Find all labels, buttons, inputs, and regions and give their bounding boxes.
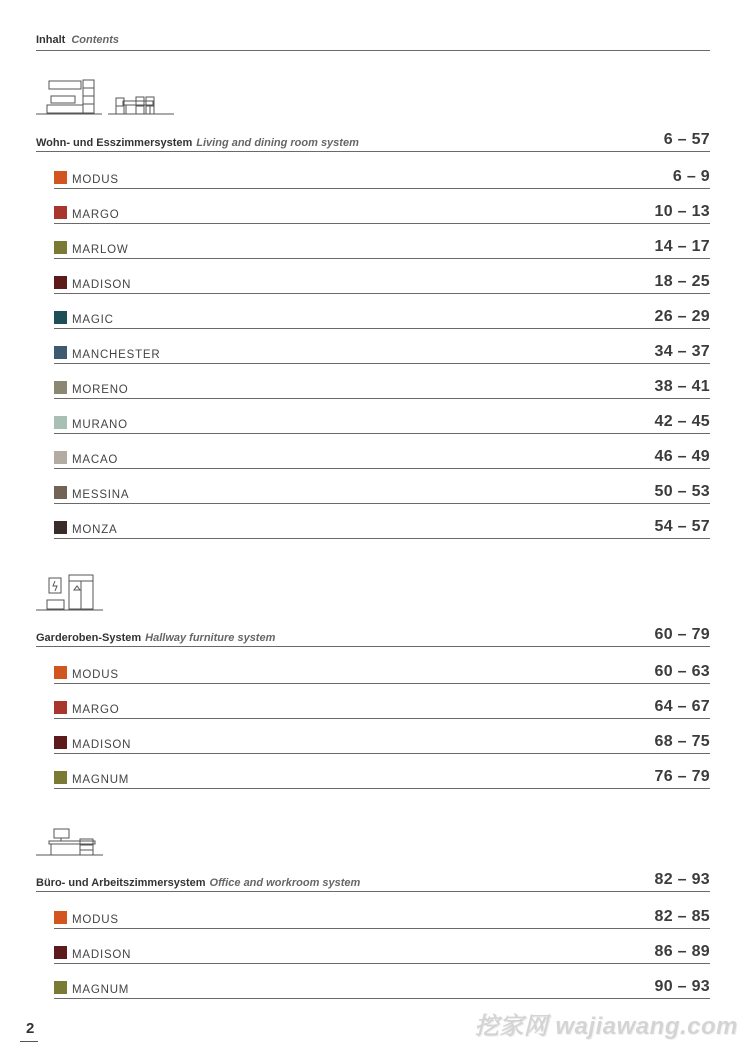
item-label: MAGNUM — [72, 984, 130, 996]
header-title-de: Inhalt — [36, 34, 66, 46]
section-living-dining — [36, 131, 710, 152]
item-pages: 68 – 75 — [654, 733, 710, 750]
item-label: MACAO — [72, 454, 119, 466]
color-swatch — [54, 736, 67, 749]
list-item[interactable] — [54, 939, 710, 964]
color-swatch — [54, 701, 67, 714]
item-label: MODUS — [72, 914, 119, 926]
contents-header — [36, 34, 710, 51]
item-pages: 64 – 67 — [654, 698, 710, 715]
list-item[interactable] — [54, 409, 710, 434]
watermark: 挖家网 wajiawang.com — [474, 1013, 738, 1040]
page-number: 2 — [26, 1020, 35, 1037]
list-item[interactable] — [54, 904, 710, 929]
color-swatch — [54, 486, 67, 499]
item-pages: 10 – 13 — [654, 203, 710, 220]
living-dining-furniture-icon — [36, 78, 176, 116]
item-label: MODUS — [72, 669, 119, 681]
section-title: Garderoben-System Hallway furniture system — [36, 632, 276, 644]
header-title-en: Contents — [71, 34, 120, 46]
item-label: MURANO — [72, 419, 128, 431]
item-pages: 14 – 17 — [654, 238, 710, 255]
section-hallway — [36, 626, 710, 647]
item-pages: 86 – 89 — [654, 943, 710, 960]
hallway-furniture-icon — [36, 574, 106, 612]
item-label: MADISON — [72, 949, 132, 961]
list-item[interactable] — [54, 164, 710, 189]
list-item[interactable] — [54, 479, 710, 504]
office-desk-icon — [36, 828, 106, 858]
item-label: MADISON — [72, 279, 132, 291]
item-pages: 82 – 85 — [654, 908, 710, 925]
page-number-rule — [20, 1041, 38, 1042]
list-item[interactable] — [54, 514, 710, 539]
section-pages: 6 – 57 — [663, 131, 710, 148]
item-label: MORENO — [72, 384, 129, 396]
color-swatch — [54, 206, 67, 219]
color-swatch — [54, 416, 67, 429]
item-pages: 60 – 63 — [654, 663, 710, 680]
list-item[interactable] — [54, 374, 710, 399]
item-label: MADISON — [72, 739, 132, 751]
color-swatch — [54, 521, 67, 534]
item-pages: 46 – 49 — [654, 448, 710, 465]
item-pages: 18 – 25 — [654, 273, 710, 290]
list-item[interactable] — [54, 764, 710, 789]
color-swatch — [54, 276, 67, 289]
item-label: MAGNUM — [72, 774, 130, 786]
color-swatch — [54, 981, 67, 994]
section-pages: 60 – 79 — [654, 626, 710, 643]
list-item[interactable] — [54, 304, 710, 329]
color-swatch — [54, 946, 67, 959]
list-item[interactable] — [54, 974, 710, 999]
item-label: MARGO — [72, 209, 120, 221]
color-swatch — [54, 311, 67, 324]
item-label: MARLOW — [72, 244, 129, 256]
color-swatch — [54, 666, 67, 679]
item-label: MESSINA — [72, 489, 130, 501]
section-title: Wohn- und Esszimmersystem Living and dining room system — [36, 137, 359, 149]
color-swatch — [54, 771, 67, 784]
item-label: MONZA — [72, 524, 118, 536]
item-pages: 26 – 29 — [654, 308, 710, 325]
color-swatch — [54, 241, 67, 254]
list-item[interactable] — [54, 444, 710, 469]
section-pages: 82 – 93 — [654, 871, 710, 888]
item-label: MODUS — [72, 174, 119, 186]
color-swatch — [54, 346, 67, 359]
item-pages: 76 – 79 — [654, 768, 710, 785]
section-office — [36, 871, 710, 892]
list-item[interactable] — [54, 339, 710, 364]
item-pages: 38 – 41 — [654, 378, 710, 395]
list-item[interactable] — [54, 234, 710, 259]
color-swatch — [54, 381, 67, 394]
item-label: MANCHESTER — [72, 349, 161, 361]
item-pages: 50 – 53 — [654, 483, 710, 500]
color-swatch — [54, 451, 67, 464]
item-pages: 54 – 57 — [654, 518, 710, 535]
item-pages: 34 – 37 — [654, 343, 710, 360]
item-label: MARGO — [72, 704, 120, 716]
list-item[interactable] — [54, 199, 710, 224]
section-title: Büro- und Arbeitszimmersystem Office and workroom system — [36, 877, 361, 889]
color-swatch — [54, 911, 67, 924]
list-item[interactable] — [54, 694, 710, 719]
item-pages: 90 – 93 — [654, 978, 710, 995]
list-item[interactable] — [54, 659, 710, 684]
item-pages: 6 – 9 — [672, 168, 710, 185]
list-item[interactable] — [54, 269, 710, 294]
color-swatch — [54, 171, 67, 184]
item-label: MAGIC — [72, 314, 114, 326]
list-item[interactable] — [54, 729, 710, 754]
item-pages: 42 – 45 — [654, 413, 710, 430]
